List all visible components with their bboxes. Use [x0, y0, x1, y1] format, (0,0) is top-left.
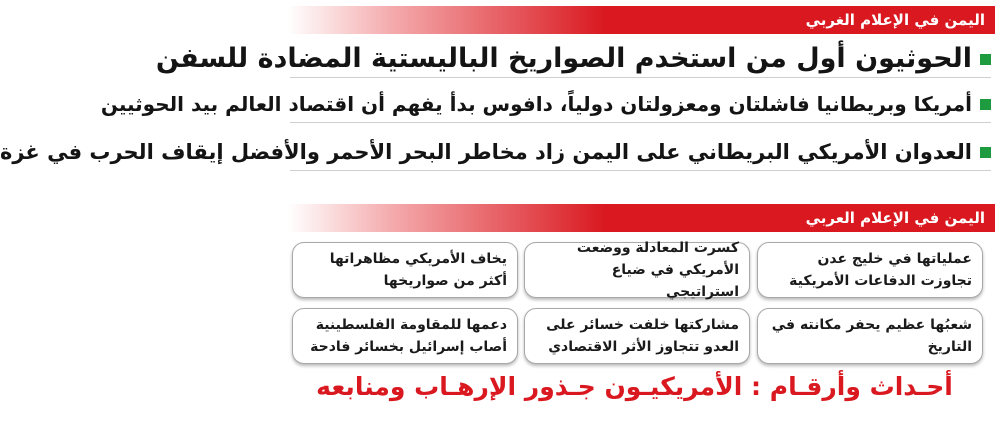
- headline-3: [0, 134, 991, 171]
- headline-2: [100, 86, 991, 123]
- card-6: [292, 308, 518, 364]
- arab-media-band: [288, 204, 995, 232]
- card-1-text: عملياتها في خليج عدن تجاوزت الدفاعات الأمريكية: [789, 251, 972, 289]
- green-bullet-icon: [980, 54, 991, 65]
- headline-2-text: أمريكا وبريطانيا فاشلتان ومعزولتان دولياً، دافوس بدأ يفهم أن اقتصاد العالم بيد الحوثيين: [100, 92, 972, 116]
- card-4-text: شعبُها عظيم يحفر مكانته في التاريخ: [771, 317, 972, 355]
- headline-1: [155, 41, 991, 78]
- card-2-text: كسرت المعادلة ووضعت الأمريكي في ضياع استراتيجي: [576, 240, 739, 300]
- arab-media-label: اليمن في الإعلام العربي: [805, 209, 985, 227]
- card-5-text: مشاركتها خلفت خسائر على العدو تتجاوز الأثر الاقتصادي: [546, 317, 739, 355]
- headline-3-text: العدوان الأمريكي البريطاني على اليمن زاد مخاطر البحر الأحمر والأفضل إيقاف الحرب في غزة: [0, 140, 972, 164]
- card-1: [757, 242, 983, 298]
- footer-title: أحـداث وأرقـام : الأمريكيـون جـذور الإرهـاب ومنابعه: [316, 372, 953, 401]
- green-bullet-icon: [980, 99, 991, 110]
- green-bullet-icon: [980, 147, 991, 158]
- card-5: [524, 308, 750, 364]
- western-media-band: [288, 6, 995, 34]
- card-3-text: يخاف الأمريكي مظاهراتها أكثر من صواريخها: [329, 251, 507, 289]
- card-2: [524, 242, 750, 298]
- card-4: [757, 308, 983, 364]
- card-3: [292, 242, 518, 298]
- headline-1-text: الحوثيون أول من استخدم الصواريخ الباليستية المضادة للسفن: [155, 43, 972, 74]
- card-6-text: دعمها للمقاومة الفلسطينية أصاب إسرائيل بخسائر فادحة: [310, 317, 507, 355]
- western-media-label: اليمن في الإعلام الغربي: [805, 11, 985, 29]
